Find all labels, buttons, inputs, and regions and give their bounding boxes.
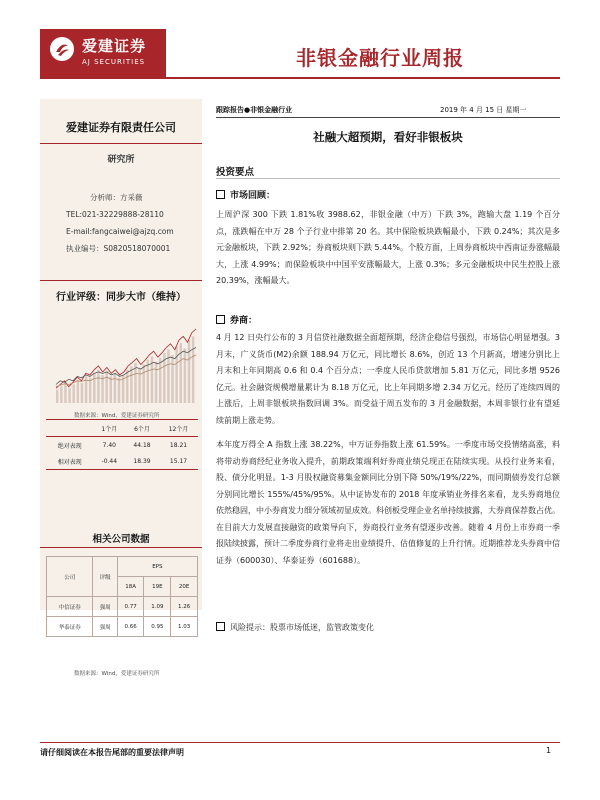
table-cell: 1.09 [144,597,171,617]
chart-bar [171,355,173,403]
table-cell: 18.39 [125,453,159,470]
table-cell: 相对表现 [46,453,94,470]
table-row [46,437,198,454]
market-review-heading [216,188,275,201]
footer-disclaimer: 请仔细阅读在本报告尾部的重要法律声明 [40,748,184,757]
performance-chart-svg [52,325,200,407]
table-cell: 1个月 [94,420,125,437]
report-date: 2019 年 4 月 15 日 星期一 [440,106,527,114]
company-table-source: 数据来源：Wind，爱建证券研究所 [74,671,160,677]
chart-bar [184,348,186,403]
company-data-table [46,556,198,637]
company-logo [40,29,166,77]
table-cell: 44.18 [133,441,151,449]
table-cell: 15.17 [159,453,198,470]
chart-bar [105,371,107,403]
market-review-paragraph: 上周沪深 300 下跌 1.81%收 3988.62，非银金融（中万）下跌 3%，跑输大盘 1.19 个百分点，涨跌幅在中万 28 个子行业中排第 20 名。其中保险板块跌幅最小，下跌 0.24%；其次是多元金融板块，下跌 2.92%；券商板块则下跌 5.44%。个股方面，上周券商板块中西南证券涨幅最大，上涨 4.99%；而保险板块中中国平安涨幅最大，上涨 0.3%；多元金融板块中民生控股上涨 20.39%，涨幅最大。 [216,210,560,285]
footer-divider [40,742,560,743]
logo-emblem-icon [50,37,74,61]
chart-bar [56,390,58,403]
summary-divider [216,178,560,179]
report-category: 跟踪报告●非银金融行业 [216,106,293,114]
table-cell: 华泰证券 [47,617,93,637]
table-cell: 6个月 [125,420,159,437]
logo-subtitle: AJ SECURITIES [82,58,146,66]
industry-rating: 行业评级：同步大市（维持） [56,292,186,303]
table-cell: 19E [144,577,171,597]
table-cell: 强周 [93,617,117,637]
analyst-cert: 执业编号：S0820518070001 [66,244,171,253]
table-cell: 公司 [47,557,93,597]
logo-text: 爱建证券 [82,37,147,55]
chart-bar [77,380,79,403]
report-type-title: 非银金融行业周报 [296,46,464,70]
company-name: 爱建证券有限责任公司 [66,121,176,134]
risk-text: 风险提示：股票市场低迷，监管政策变化 [230,623,374,632]
chart-bar [126,370,128,403]
chart-bar [89,378,91,403]
performance-chart [52,325,200,407]
meta-divider [216,117,560,118]
table-cell: 1.03 [171,617,198,637]
table-cell: 0.95 [144,617,171,637]
analyst-tel: TEL:021-32229888-28110 [66,210,164,219]
chart-bar [130,366,132,403]
table-cell: 18.21 [169,441,188,449]
sidebar [40,99,202,677]
table-row [46,420,198,437]
chart-bar [134,363,136,403]
chart-bar [159,358,161,403]
checkbox-square-icon [216,315,225,324]
table-row [47,557,198,577]
checkbox-square-icon [216,622,225,631]
table-row [46,453,198,470]
chart-bar [97,370,99,403]
table-cell: 1.26 [171,597,198,617]
risk-note [216,622,374,633]
company-divider [40,143,202,144]
chart-bar [81,383,83,403]
chart-bar [147,360,149,403]
table-cell: 12个月 [159,420,198,437]
table-row [47,617,198,637]
chart-bar [64,383,66,403]
table-cell: 0.66 [117,617,144,637]
table-cell: 强周 [93,597,117,617]
broker-label: 券商： [230,316,258,326]
table-cell: 绝对表现 [57,442,82,450]
chart-bar [110,376,112,403]
chart-bar [72,384,74,403]
table-cell: 评级 [93,557,117,597]
checkbox-square-icon [216,190,225,199]
table-cell: -0.44 [94,453,125,470]
chart-bar [175,346,177,403]
analyst-email: E-mail:fangcaiwei@ajzq.com [66,227,174,236]
market-review-label: 市场回顾： [230,191,276,201]
chart-bar [101,375,103,403]
related-companies-title: 相关公司数据 [92,534,150,545]
chart-source: 数据来源：Wind，爱建证券研究所 [74,413,160,419]
chart-bar [155,362,157,403]
department-label: 研究所 [107,155,135,165]
broker-paragraph-2: 本年度万得全 A 指数上涨 38.22%，中万证券指数上涨 61.59%。一季度市场交投情绪高涨，料将带动券商经纪业务收入提升，前期政策端利好券商业绩兑现正在陆续实现。从投行业务来看，股、债分化明显。1-3 月股权融资募集金额同比分别下降 50%/19%/22%，而同期债券发行总额分别同比增长 155%/45%/95%。从中证协发布的 2018 年度承销业务排名来看，龙头券商地位依然稳固，中小券商发力细分领域初显成效。科创板受理企业名单持续披露，大券商保荐数占优。在目前大力发展直接融资的政策导向下，券商投行业务有望逐步改善。随着 4 月份上市券商一季报陆续披露，预计二季度券商行业将走出业绩提升、估值修复的上升行情。近期推荐龙头券商中信证券（600030）、华泰证券（601688）。 [216,440,560,565]
table-cell: 20E [171,577,198,597]
chart-bar [114,373,116,403]
page-number: 1 [546,746,552,755]
chart-bar [118,378,120,403]
chart-bar [192,336,194,403]
chart-bar [188,340,190,403]
broker-paragraph-1: 4 月 12 日央行公布的 3 月信贷社融数据全面超预期，经济企稳信号强烈，市场信心明显增强。3 月末，广义货币(M2)余额 188.94 万亿元，同比增长 8.6%，创近 13 个月新高，增速分别比上月末和上年同期高 0.6 和 0.4 个百分点；一季度人民币贷款增加 5.81 万亿元，同比多增 9526 亿元。社会融资规模增量累计为 8.18 万亿元，比上年同期多增 2.34 万亿元。经历了连续四周的上涨后，上周非银板块指数回调 3%。而受益于周五发布的 3 月金融数据，本周非银行业有望延续前期上涨走势。 [216,333,560,425]
chart-bar [142,364,144,403]
summary-label: 投资要点 [216,167,255,178]
table-row [47,597,198,617]
table-cell: 0.77 [117,597,144,617]
report-headline: 社融大超预期，看好非银板块 [313,130,463,144]
chart-bar [93,373,95,403]
chart-bar [68,388,70,403]
performance-table [46,419,198,470]
table-cell [46,420,94,437]
rating-divider [40,280,202,281]
header-divider [40,77,560,79]
table-cell: EPS [117,557,197,577]
related-divider [40,547,202,548]
table-cell: 18A [117,577,144,597]
broker-heading [216,313,257,326]
table-cell: 中信证券 [47,597,93,617]
table-cell: 7.40 [102,441,116,449]
chart-bar [60,386,62,403]
analyst-name: 分析师：方采薇 [90,193,143,202]
